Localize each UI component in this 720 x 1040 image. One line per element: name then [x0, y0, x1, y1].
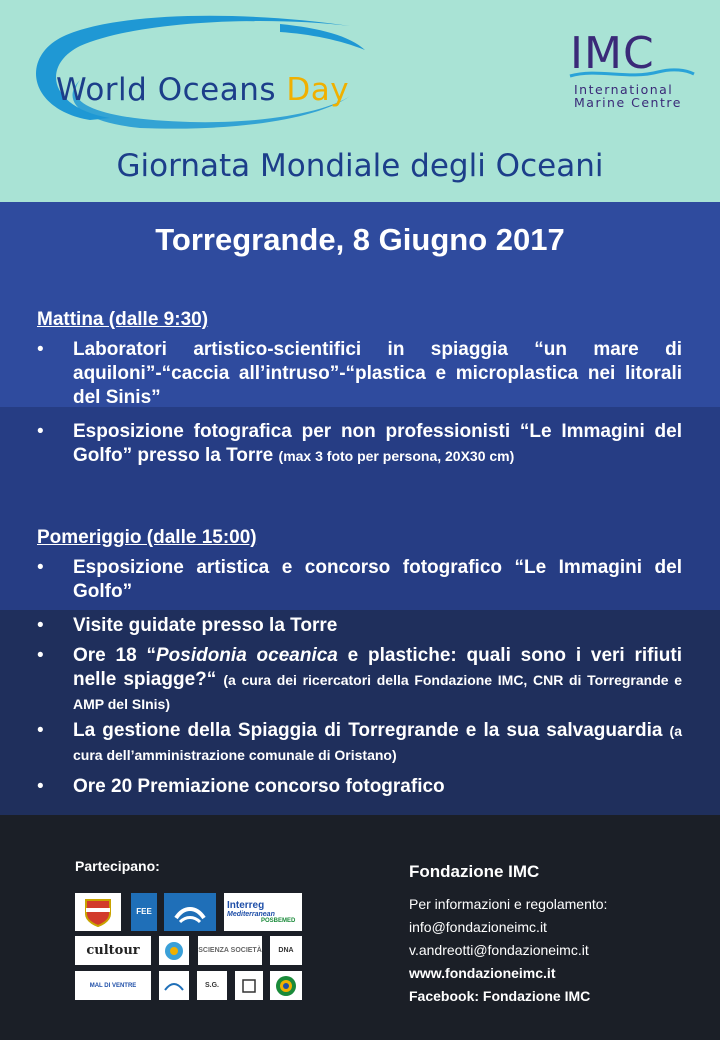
afternoon-item-3-note: (a cura dei ricercatori della Fondazione IMC, CNR di Torregrande e AMP del SInis) [73, 672, 682, 712]
partner-logo-sg: S.G. [197, 971, 227, 1000]
partner-logo-interreg [224, 893, 302, 931]
partner-logo-small-1 [159, 971, 189, 1000]
afternoon-item-1: Esposizione artistica e concorso fotografico “Le Immagini del Golfo” [73, 557, 682, 602]
afternoon-item-2: Visite guidate presso la Torre [73, 615, 338, 636]
bullet: • [37, 720, 44, 741]
logo-world-oceans: World Oceans [56, 72, 277, 108]
facebook-link[interactable]: Facebook: Fondazione IMC [409, 988, 591, 1004]
bullet: • [37, 557, 44, 578]
page-subtitle: Giornata Mondiale degli Oceani [116, 148, 604, 184]
morning-item-2 [73, 420, 682, 468]
bullet: • [37, 776, 44, 797]
partner-logo-small-2 [235, 971, 263, 1000]
website-link[interactable]: www.fondazioneimc.it [409, 965, 556, 981]
afternoon-item-3-italic: Posidonia oceanica [155, 645, 338, 666]
email-andreotti[interactable]: v.andreotti@fondazioneimc.it [409, 942, 589, 958]
morning-heading: Mattina (dalle 9:30) [37, 309, 209, 330]
afternoon-item-4-text: La gestione della Spiaggia di Torregrande e la sua salvaguardia [73, 720, 663, 741]
world-oceans-day-logo [56, 72, 349, 108]
morning-item-2-note: (max 3 foto per persona, 20X30 cm) [278, 448, 515, 464]
afternoon-item-4-note: (a cura dell’amministrazione comunale di Oristano) [73, 723, 682, 763]
imc-logo-text: IMC [570, 28, 655, 79]
footer-title: Fondazione IMC [409, 862, 540, 881]
imc-logo [568, 28, 698, 112]
info-label: Per informazioni e regolamento: [409, 896, 608, 912]
partners-label: Partecipano: [75, 858, 160, 874]
afternoon-heading: Pomeriggio (dalle 15:00) [37, 527, 257, 548]
partner-logo-cultour: cultour [75, 936, 151, 965]
partner-logo-fee: FEE [131, 893, 157, 931]
imc-wave-icon [568, 68, 698, 80]
interreg-label: Interreg [227, 899, 265, 911]
partner-logo-mal-di-ventre: MAL DI VENTRE [75, 971, 151, 1000]
afternoon-item-3-pre: Ore 18 “ [73, 645, 156, 666]
afternoon-item-4 [73, 719, 682, 767]
logo-day: Day [286, 72, 350, 108]
partner-logo-target [270, 971, 302, 1000]
email-info[interactable]: info@fondazioneimc.it [409, 919, 547, 935]
header [0, 0, 720, 202]
interreg-posbemed: POSBEMED [261, 917, 296, 924]
partner-logo-scienza-societa: SCIENZA SOCIETÀ [198, 936, 262, 965]
imc-subtitle-2: Marine Centre [574, 95, 682, 110]
bullet: • [37, 339, 44, 360]
partner-logo-blue-flag [164, 893, 216, 931]
wave-swirl-icon [20, 10, 440, 130]
bullet: • [37, 615, 44, 636]
interreg-mediterranean: Mediterranean [227, 910, 275, 918]
afternoon-item-5: Ore 20 Premiazione concorso fotografico [73, 776, 445, 797]
afternoon-item-3 [73, 644, 682, 716]
morning-item-1: Laboratori artistico-scientifici in spiaggia “un mare di aquiloni”-“caccia all’intruso”-“plastica e microplastica nei litorali del Sinis” [73, 339, 682, 408]
afternoon-item-3-post: e plastiche: quali sono i veri rifiuti nelle spiagge?“ [73, 645, 682, 690]
imc-subtitle-1: International [574, 82, 674, 97]
event-date: Torregrande, 8 Giugno 2017 [155, 222, 565, 257]
morning-item-2-text: Esposizione fotografica per non professionisti “Le Immagini del Golfo” presso la Torre [73, 421, 682, 466]
partner-logo-circle [159, 936, 189, 965]
bullet: • [37, 645, 44, 666]
partner-logo-dna: DNA [270, 936, 302, 965]
partner-logo-oristano-crest [75, 893, 121, 931]
bullet: • [37, 421, 44, 442]
